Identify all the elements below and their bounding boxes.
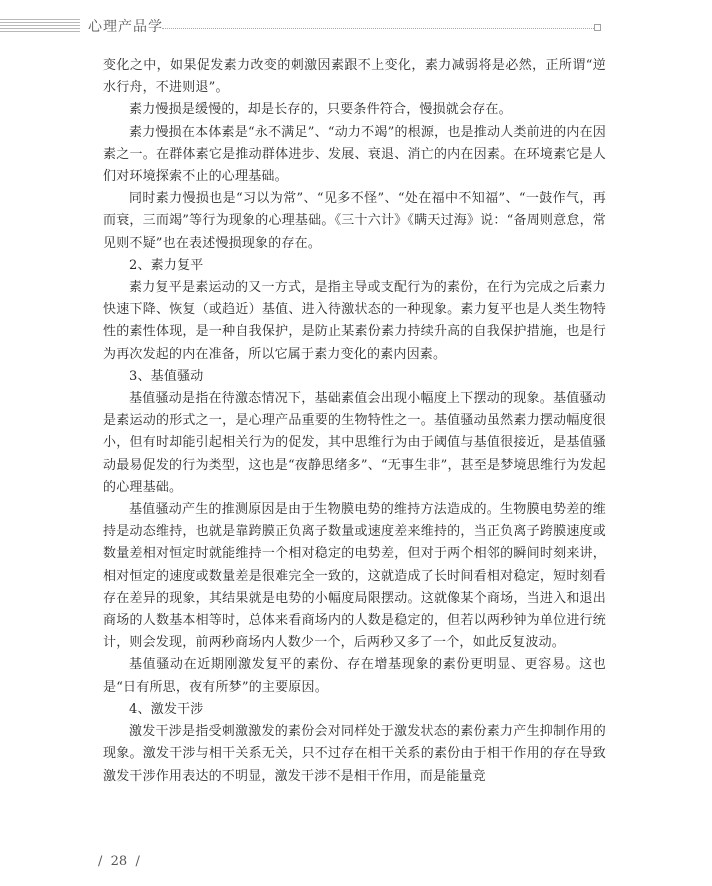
page-number: / 28 / xyxy=(98,854,140,869)
running-header-title: 心理产品学 xyxy=(88,19,163,35)
paragraph: 素力慢损是缓慢的，却是长存的，只要条件符合，慢损就会存在。 xyxy=(129,102,512,118)
header-square-ornament xyxy=(594,24,601,31)
paragraph: 变化之中，如果促发素力改变的刺激因素跟不上变化，素力减弱将是必然，正所谓“逆水行舟，不进则退”。 xyxy=(103,58,606,96)
paragraph: 素力慢损在本体素是“永不满足”、“动力不竭”的根源，也是推动人类前进的内在因素之一。在群体素它是推动群体进步、发展、衰退、消亡的内在因素。在环境素它是人们对环境探索不止的心理基础。 xyxy=(103,124,606,185)
paragraph: 同时素力慢损也是“习以为常”、“见多不怪”、“处在福中不知福”、“一鼓作气，再而衰，三而竭”等行为现象的心理基础。《三十六计》《瞒天过海》说：“备周则意怠，常见则不疑”也在表述慢损现象的存在。 xyxy=(103,191,606,251)
section-heading: 3、基值骚动 xyxy=(129,368,204,384)
section-heading: 4、激发干涉 xyxy=(129,701,204,717)
paragraph: 基值骚动产生的推测原因是由于生物膜电势的维持方法造成的。生物膜电势差的维持是动态维持，也就是靠跨膜正负离子数量或速度差来维持的，当正负离子跨膜速度或数量差相对恒定时就能维持一个相对稳定的电势差，但对于两个相邻的瞬间时刻来讲，相对恒定的速度或数量差是很难完全一致的，这就造成了长时间看相对稳定，短时刻看存在差异的现象，其结果就是电势的小幅度局限摆动。这就像某个商场，当进入和退出商场的人数基本相等时，总体来看商场内的人数是稳定的，但若以两秒钟为单位进行统计，则会发现，前两秒商场内人数少一个，后两秒又多了一个，如此反复波动。 xyxy=(103,502,606,651)
paragraph: 基值骚动是指在待激态情况下，基础素值会出现小幅度上下摆动的现象。基值骚动是素运动的形式之一，是心理产品重要的生物特性之一。基值骚动虽然素力摆动幅度很小，但有时却能引起相关行为的促发，其中思维行为由于阈值与基值很接近，是基值骚动最易促发的行为类型，这也是“夜静思绪多”、“无事生非”，甚至是梦境思维行为发起的心理基础。 xyxy=(103,391,606,495)
paragraph: 基值骚动在近期刚激发复平的素份、存在增基现象的素份更明显、更容易。这也是“日有所思，夜有所梦”的主要原因。 xyxy=(103,657,606,695)
paragraph: 激发干涉是指受刺激激发的素份会对同样处于激发状态的素份素力产生抑制作用的现象。激发干涉与相干关系无关，只不过存在相干关系的素份由于相干作用的存在导致激发干涉作用表达的不明显，激发干涉不是相干作用，而是能量竞 xyxy=(103,724,606,784)
section-heading: 2、素力复平 xyxy=(129,257,204,273)
header-dotted-rule xyxy=(162,28,594,29)
header-stripes-decoration xyxy=(0,19,80,33)
paragraph: 素力复平是素运动的又一方式，是指主导或支配行为的素份，在行为完成之后素力快速下降、恢复（或趋近）基值、进入待激状态的一种现象。素力复平也是人类生物特性的素性体现，是一种自我保护，是防止某素份素力持续升高的自我保护措施，也是行为再次发起的内在准备，所以它属于素力变化的素内因素。 xyxy=(103,280,606,362)
body-text xyxy=(103,55,606,788)
page-header xyxy=(0,16,712,36)
